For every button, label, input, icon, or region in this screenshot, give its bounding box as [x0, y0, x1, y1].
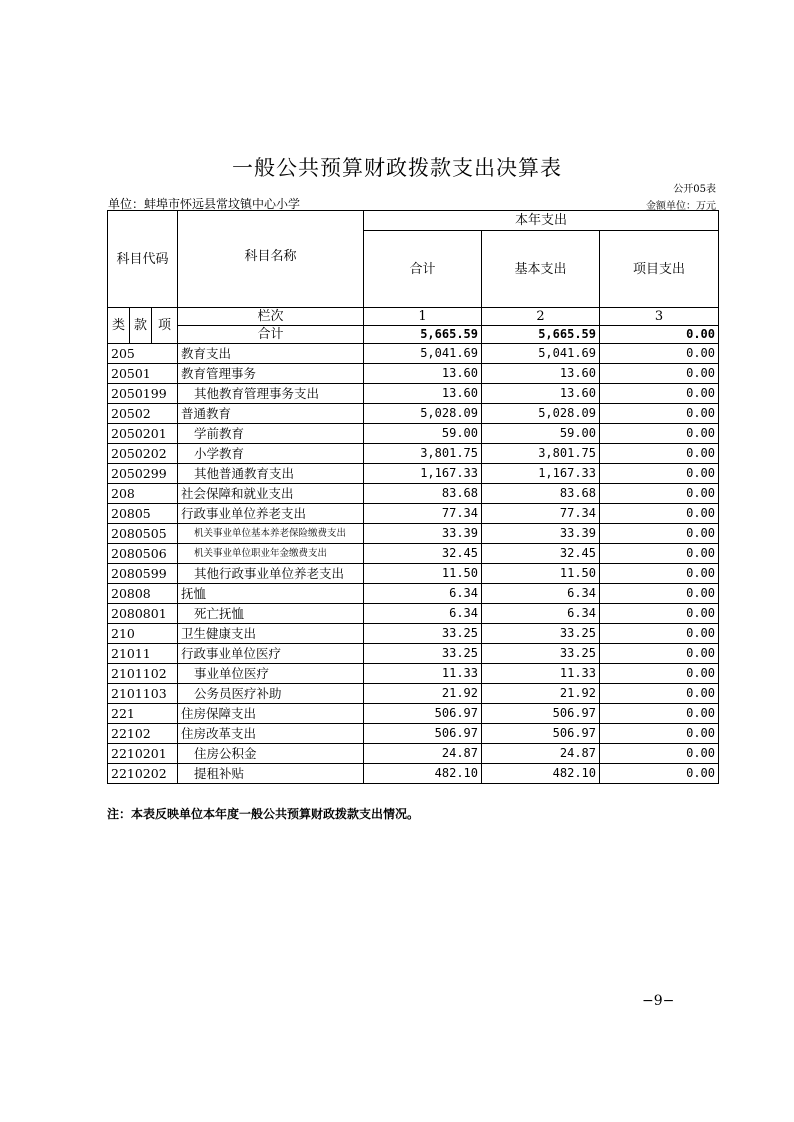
- table-row: [108, 444, 719, 464]
- row-name: 教育支出: [178, 344, 364, 364]
- row-project: 0.00: [600, 504, 719, 524]
- row-code: 2050202: [108, 444, 178, 464]
- page-number: −9−: [642, 993, 675, 1009]
- row-code: 2050199: [108, 384, 178, 404]
- sum-basic: 5,665.59: [482, 326, 600, 344]
- organization-unit: 单位：蚌埠市怀远县常坟镇中心小学: [108, 197, 301, 211]
- row-total: 13.60: [364, 384, 482, 404]
- row-code: 2080801: [108, 604, 178, 624]
- row-name: 事业单位医疗: [178, 664, 364, 684]
- form-number: 公开05表: [673, 184, 716, 195]
- row-basic: 33.39: [482, 524, 600, 544]
- row-total: 1,167.33: [364, 464, 482, 484]
- row-name: 住房保障支出: [178, 704, 364, 724]
- row-name: 社会保障和就业支出: [178, 484, 364, 504]
- row-basic: 77.34: [482, 504, 600, 524]
- row-basic: 506.97: [482, 724, 600, 744]
- header-lanci: 栏次: [178, 308, 364, 326]
- row-code: 221: [108, 704, 178, 724]
- row-project: 0.00: [600, 764, 719, 784]
- row-project: 0.00: [600, 424, 719, 444]
- table-row: [108, 724, 719, 744]
- row-name: 教育管理事务: [178, 364, 364, 384]
- column-number-3: 3: [600, 308, 719, 326]
- row-total: 3,801.75: [364, 444, 482, 464]
- row-project: 0.00: [600, 444, 719, 464]
- header-code: 科目代码: [108, 211, 178, 308]
- table-row: [108, 624, 719, 644]
- row-basic: 13.60: [482, 364, 600, 384]
- row-project: 0.00: [600, 584, 719, 604]
- table-row: [108, 384, 719, 404]
- row-basic: 3,801.75: [482, 444, 600, 464]
- expenditure-table: [107, 210, 719, 784]
- table-row: [108, 364, 719, 384]
- table-row: [108, 544, 719, 564]
- table-row: [108, 584, 719, 604]
- row-project: 0.00: [600, 744, 719, 764]
- row-basic: 506.97: [482, 704, 600, 724]
- amount-unit: 金额单位：万元: [646, 201, 716, 212]
- table-row: [108, 644, 719, 664]
- row-code: 2050201: [108, 424, 178, 444]
- table-row: [108, 404, 719, 424]
- row-project: 0.00: [600, 664, 719, 684]
- row-name: 卫生健康支出: [178, 624, 364, 644]
- row-code: 2080599: [108, 564, 178, 584]
- row-project: 0.00: [600, 404, 719, 424]
- row-total: 5,028.09: [364, 404, 482, 424]
- row-basic: 59.00: [482, 424, 600, 444]
- header-row-1: [108, 211, 719, 231]
- header-project: 项目支出: [600, 231, 719, 308]
- row-project: 0.00: [600, 464, 719, 484]
- row-name: 行政事业单位医疗: [178, 644, 364, 664]
- header-lei: 类: [108, 308, 130, 344]
- row-total: 77.34: [364, 504, 482, 524]
- row-total: 13.60: [364, 364, 482, 384]
- row-project: 0.00: [600, 724, 719, 744]
- row-code: 21011: [108, 644, 178, 664]
- table-row: [108, 504, 719, 524]
- row-code: 2210201: [108, 744, 178, 764]
- row-basic: 11.50: [482, 564, 600, 584]
- table-row: [108, 744, 719, 764]
- row-project: 0.00: [600, 344, 719, 364]
- row-project: 0.00: [600, 484, 719, 504]
- row-basic: 21.92: [482, 684, 600, 704]
- table-row: [108, 664, 719, 684]
- row-project: 0.00: [600, 544, 719, 564]
- table-row: [108, 484, 719, 504]
- row-name: 其他普通教育支出: [178, 464, 364, 484]
- table-row: [108, 424, 719, 444]
- sum-total: 5,665.59: [364, 326, 482, 344]
- row-total: 5,041.69: [364, 344, 482, 364]
- row-project: 0.00: [600, 644, 719, 664]
- row-code: 2080506: [108, 544, 178, 564]
- row-code: 2080505: [108, 524, 178, 544]
- row-basic: 33.25: [482, 644, 600, 664]
- row-basic: 6.34: [482, 584, 600, 604]
- row-total: 32.45: [364, 544, 482, 564]
- row-name: 机关事业单位职业年金缴费支出: [178, 544, 364, 564]
- row-project: 0.00: [600, 604, 719, 624]
- row-total: 506.97: [364, 724, 482, 744]
- row-name: 提租补贴: [178, 764, 364, 784]
- page-title: 一般公共预算财政拨款支出决算表: [232, 156, 562, 180]
- row-code: 22102: [108, 724, 178, 744]
- row-project: 0.00: [600, 364, 719, 384]
- table-row: [108, 704, 719, 724]
- header-xiang: 项: [152, 308, 178, 344]
- row-code: 2210202: [108, 764, 178, 784]
- row-name: 学前教育: [178, 424, 364, 444]
- header-name: 科目名称: [178, 211, 364, 308]
- row-basic: 5,041.69: [482, 344, 600, 364]
- row-total: 11.33: [364, 664, 482, 684]
- row-basic: 13.60: [482, 384, 600, 404]
- row-name: 抚恤: [178, 584, 364, 604]
- column-number-1: 1: [364, 308, 482, 326]
- row-total: 83.68: [364, 484, 482, 504]
- row-name: 住房公积金: [178, 744, 364, 764]
- row-code: 2101103: [108, 684, 178, 704]
- table-row: [108, 464, 719, 484]
- row-code: 2101102: [108, 664, 178, 684]
- row-code: 20808: [108, 584, 178, 604]
- row-code: 20501: [108, 364, 178, 384]
- sum-row: [108, 326, 719, 344]
- table-row: [108, 764, 719, 784]
- row-code: 20502: [108, 404, 178, 424]
- row-basic: 1,167.33: [482, 464, 600, 484]
- sum-project: 0.00: [600, 326, 719, 344]
- row-total: 6.34: [364, 584, 482, 604]
- header-this-year: 本年支出: [364, 211, 719, 231]
- footnote: 注：本表反映单位本年度一般公共预算财政拨款支出情况。: [107, 807, 420, 821]
- row-total: 506.97: [364, 704, 482, 724]
- row-name: 机关事业单位基本养老保险缴费支出: [178, 524, 364, 544]
- row-basic: 5,028.09: [482, 404, 600, 424]
- header-basic: 基本支出: [482, 231, 600, 308]
- row-basic: 83.68: [482, 484, 600, 504]
- row-code: 210: [108, 624, 178, 644]
- row-total: 33.39: [364, 524, 482, 544]
- row-basic: 11.33: [482, 664, 600, 684]
- row-code: 20805: [108, 504, 178, 524]
- row-total: 21.92: [364, 684, 482, 704]
- row-name: 其他教育管理事务支出: [178, 384, 364, 404]
- table-row: [108, 684, 719, 704]
- header-kuan: 款: [130, 308, 152, 344]
- row-total: 482.10: [364, 764, 482, 784]
- row-name: 小学教育: [178, 444, 364, 464]
- table-row: [108, 564, 719, 584]
- row-project: 0.00: [600, 384, 719, 404]
- row-total: 33.25: [364, 624, 482, 644]
- row-total: 6.34: [364, 604, 482, 624]
- row-code: 2050299: [108, 464, 178, 484]
- row-total: 59.00: [364, 424, 482, 444]
- table-row: [108, 524, 719, 544]
- row-basic: 482.10: [482, 764, 600, 784]
- row-code: 208: [108, 484, 178, 504]
- row-name: 其他行政事业单位养老支出: [178, 564, 364, 584]
- table-row: [108, 344, 719, 364]
- row-name: 死亡抚恤: [178, 604, 364, 624]
- row-name: 普通教育: [178, 404, 364, 424]
- row-total: 11.50: [364, 564, 482, 584]
- row-name: 行政事业单位养老支出: [178, 504, 364, 524]
- row-project: 0.00: [600, 704, 719, 724]
- row-code: 205: [108, 344, 178, 364]
- row-name: 住房改革支出: [178, 724, 364, 744]
- row-project: 0.00: [600, 524, 719, 544]
- row-basic: 24.87: [482, 744, 600, 764]
- row-project: 0.00: [600, 564, 719, 584]
- column-number-2: 2: [482, 308, 600, 326]
- row-basic: 33.25: [482, 624, 600, 644]
- header-row-lanci: [108, 308, 719, 326]
- row-project: 0.00: [600, 624, 719, 644]
- row-name: 公务员医疗补助: [178, 684, 364, 704]
- sum-label: 合计: [178, 326, 364, 344]
- row-project: 0.00: [600, 684, 719, 704]
- table-row: [108, 604, 719, 624]
- header-total: 合计: [364, 231, 482, 308]
- row-basic: 6.34: [482, 604, 600, 624]
- row-total: 24.87: [364, 744, 482, 764]
- row-basic: 32.45: [482, 544, 600, 564]
- row-total: 33.25: [364, 644, 482, 664]
